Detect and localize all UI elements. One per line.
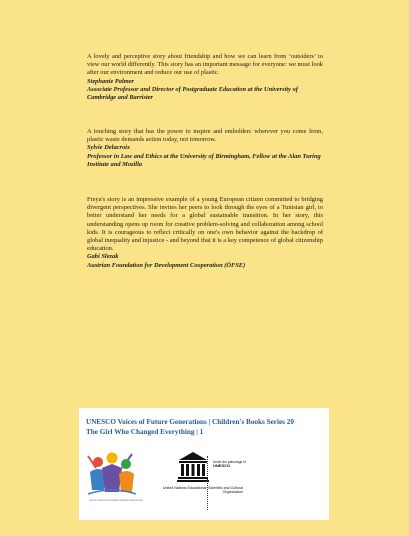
series-footer-box [79, 408, 329, 520]
review-text: A touching story that has the power to inspire and embolden: wherever you come from, plastic waste demands action today, not tomorrow. [87, 128, 323, 144]
unesco-caption: United Nations Educational, Scientific and Cultural Organization [162, 486, 243, 495]
review-text: A lovely and perceptive story about friendship and how we can learn from ‘outsiders’ to view our world differently. This story has an important message for everyone: we must look after our environment and reduce our use of plastic. [87, 53, 323, 77]
reviewer-role: Associate Professor and Director of Postgraduate Education at the University of Cambridge and Barrister [87, 85, 298, 102]
series-title [86, 418, 326, 437]
review-3 [87, 196, 323, 270]
reviewer-role: Austrian Foundation for Development Cooperation (ÖFSE) [87, 261, 246, 269]
series-title-line-1: UNESCO Voices of Future Generations | Children's Books Series 20 [86, 418, 294, 426]
unesco-logo [162, 450, 243, 508]
reviewer-name: Stephanie Palmer [87, 77, 135, 85]
series-title-line-2: The Girl Who Changed Everything | 1 [86, 427, 204, 436]
patronage-label: Under the patronage of [213, 460, 246, 464]
reviewer-role: Professor in Law and Ethics at the University of Birmingham, Fellow at the Alan Turing Institute and Mozilla [87, 152, 321, 168]
unesco-temple-icon [177, 450, 209, 482]
reviewer-name: Gabi Slezak [87, 253, 119, 261]
reviewer-name: Sylvie Delacroix [87, 144, 131, 152]
children-logo-caption: Voices of Future Generations Children's Book Series [89, 500, 143, 502]
logo-divider [207, 456, 208, 510]
children-logo [86, 448, 143, 506]
review-2 [87, 128, 323, 169]
patronage-note [213, 460, 273, 468]
children-logo-icon [86, 448, 138, 498]
patronage-org: UNESCO [213, 463, 231, 469]
review-text: Freya's story is an impressive example of a young European citizen committed to bridging divergent perspectives. She invites her peers to look through the eyes of a Tunisian girl, to better understand her needs for a global sustainable transition. In her story, this understanding opens up room for creative problem-solving and collaboration among school kids. It is courageous to reflect critically on one's own behavior against the backdrop of global inequality and injustice - and beyond that it is a key competence of global citizenship education. [87, 196, 323, 253]
review-1 [87, 53, 323, 102]
